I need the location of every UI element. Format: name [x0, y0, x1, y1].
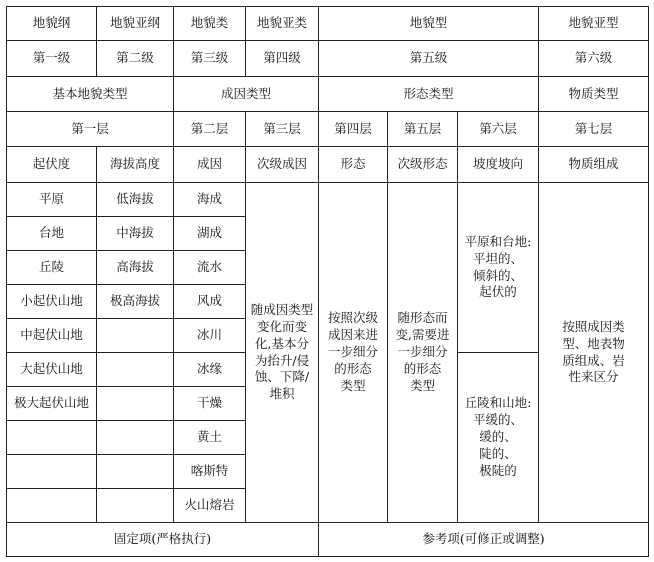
altitude-cell: [97, 455, 174, 489]
header-cell: 地貌纲: [7, 7, 97, 41]
attribute-cell: 起伏度: [7, 147, 97, 183]
altitude-cell: 中海拔: [97, 217, 174, 251]
altitude-cell: [97, 353, 174, 387]
genesis-cell: 火山熔岩: [174, 489, 246, 523]
genesis-cell: 海成: [174, 183, 246, 217]
genesis-cell: 干燥: [174, 387, 246, 421]
relief-cell: 大起伏山地: [7, 353, 97, 387]
reference-items-note: 参考项(可修正或调整): [319, 523, 649, 557]
header-row-4: [7, 112, 649, 147]
altitude-cell: [97, 489, 174, 523]
header-cell: 地貌亚型: [539, 7, 649, 41]
type-group-cell: 物质类型: [539, 77, 649, 112]
slope-hill-cell: 丘陵和山地: 平缓的、 缓的、 陡的、 极陡的: [458, 353, 539, 523]
genesis-cell: 冰缘: [174, 353, 246, 387]
sub-form-cell: 随形态而 变,需要进 一步细分 的形态 类型: [388, 183, 458, 523]
altitude-cell: [97, 387, 174, 421]
relief-cell: 极大起伏山地: [7, 387, 97, 421]
sub-genesis-cell: 随成因类型 变化而变 化,基本分 为抬升/侵 蚀、下降/ 堆积: [246, 183, 319, 523]
header-cell: 地貌型: [319, 7, 539, 41]
layer-cell: 第三层: [246, 112, 319, 147]
genesis-cell: 黄土: [174, 421, 246, 455]
genesis-cell: 风成: [174, 285, 246, 319]
layer-cell: 第四层: [319, 112, 388, 147]
level-cell: 第三级: [174, 41, 246, 77]
altitude-cell: [97, 319, 174, 353]
header-row-3: [7, 77, 649, 112]
relief-cell: 小起伏山地: [7, 285, 97, 319]
layer-cell: 第五层: [388, 112, 458, 147]
landform-classification-table: [6, 6, 649, 557]
altitude-cell: 高海拔: [97, 251, 174, 285]
layer-cell: 第七层: [539, 112, 649, 147]
type-group-cell: 形态类型: [319, 77, 539, 112]
level-cell: 第六级: [539, 41, 649, 77]
attribute-cell: 形态: [319, 147, 388, 183]
attribute-cell: 成因: [174, 147, 246, 183]
relief-cell: 中起伏山地: [7, 319, 97, 353]
layer-cell: 第二层: [174, 112, 246, 147]
level-cell: 第四级: [246, 41, 319, 77]
header-cell: 地貌亚类: [246, 7, 319, 41]
type-group-cell: 成因类型: [174, 77, 319, 112]
header-cell: 地貌亚纲: [97, 7, 174, 41]
attribute-cell: 海拔高度: [97, 147, 174, 183]
relief-cell: 台地: [7, 217, 97, 251]
level-cell: 第五级: [319, 41, 539, 77]
type-group-cell: 基本地貌类型: [7, 77, 174, 112]
form-cell: 按照次级 成因来进 一步细分 的形态 类型: [319, 183, 388, 523]
header-cell: 地貌类: [174, 7, 246, 41]
table-row: [7, 183, 649, 217]
altitude-cell: [97, 421, 174, 455]
header-row-1: [7, 7, 649, 41]
header-row-5: [7, 147, 649, 183]
genesis-cell: 喀斯特: [174, 455, 246, 489]
material-cell: 按照成因类 型、地表物 质组成、岩 性来区分: [539, 183, 649, 523]
relief-cell: [7, 421, 97, 455]
genesis-cell: 冰川: [174, 319, 246, 353]
relief-cell: [7, 455, 97, 489]
slope-plain-cell: 平原和台地: 平坦的、 倾斜的、 起伏的: [458, 183, 539, 353]
attribute-cell: 物质组成: [539, 147, 649, 183]
altitude-cell: 低海拔: [97, 183, 174, 217]
attribute-cell: 次级成因: [246, 147, 319, 183]
fixed-items-note: 固定项(严格执行): [7, 523, 319, 557]
relief-cell: 平原: [7, 183, 97, 217]
layer-cell: 第六层: [458, 112, 539, 147]
attribute-cell: 次级形态: [388, 147, 458, 183]
layer-cell: 第一层: [7, 112, 174, 147]
altitude-cell: 极高海拔: [97, 285, 174, 319]
relief-cell: [7, 489, 97, 523]
genesis-cell: 流水: [174, 251, 246, 285]
level-cell: 第一级: [7, 41, 97, 77]
attribute-cell: 坡度坡向: [458, 147, 539, 183]
genesis-cell: 湖成: [174, 217, 246, 251]
relief-cell: 丘陵: [7, 251, 97, 285]
footer-row: [7, 523, 649, 557]
level-cell: 第二级: [97, 41, 174, 77]
header-row-2: [7, 41, 649, 77]
